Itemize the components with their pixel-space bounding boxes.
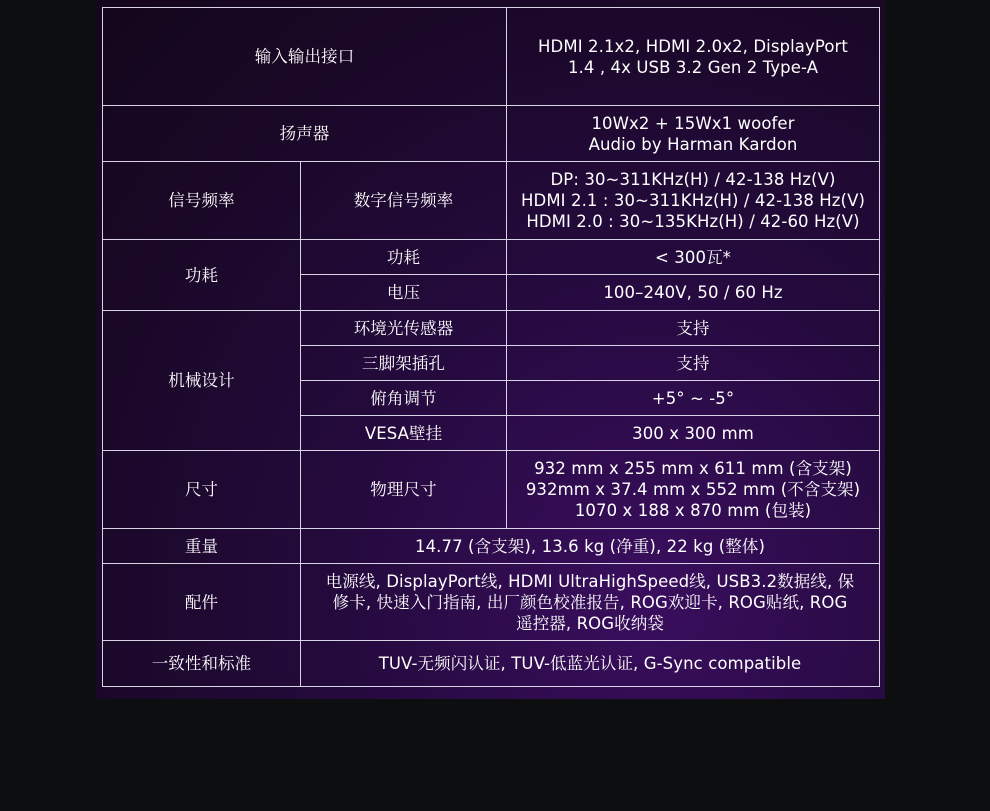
- spec-value-tripod: 支持: [507, 346, 880, 381]
- table-row-io: [103, 8, 880, 106]
- spec-sublabel-vesa: VESA壁挂: [301, 416, 507, 451]
- spec-label-power: 功耗: [103, 240, 301, 311]
- spec-sublabel-ambient-sensor: 环境光传感器: [301, 311, 507, 346]
- table-row-size: [103, 451, 880, 529]
- table-row-ambient-sensor: [103, 311, 880, 346]
- spec-label-mech: 机械设计: [103, 311, 301, 451]
- spec-sublabel-signal: 数字信号频率: [301, 162, 507, 240]
- spec-sublabel-tilt: 俯角调节: [301, 381, 507, 416]
- spec-value-standards: TUV-无频闪认证, TUV-低蓝光认证, G-Sync compatible: [301, 641, 880, 687]
- table-row-power-consumption: [103, 240, 880, 275]
- spec-value-signal: DP: 30~311KHz(H) / 42-138 Hz(V) HDMI 2.1 : 30~311KHz(H) / 42-138 Hz(V) HDMI 2.0 : 30~135KHz(H) / 42-60 Hz(V): [507, 162, 880, 240]
- spec-value-ambient-sensor: 支持: [507, 311, 880, 346]
- spec-label-io: 输入输出接口: [103, 8, 507, 106]
- spec-value-vesa: 300 x 300 mm: [507, 416, 880, 451]
- spec-value-io: HDMI 2.1x2, HDMI 2.0x2, DisplayPort 1.4 , 4x USB 3.2 Gen 2 Type-A: [507, 8, 880, 106]
- spec-label-speaker: 扬声器: [103, 106, 507, 162]
- spec-value-power-consumption: < 300瓦*: [507, 240, 880, 275]
- spec-sublabel-voltage: 电压: [301, 275, 507, 311]
- table-row-weight: [103, 529, 880, 564]
- table-row-speaker: [103, 106, 880, 162]
- spec-value-voltage: 100–240V, 50 / 60 Hz: [507, 275, 880, 311]
- spec-label-signal: 信号频率: [103, 162, 301, 240]
- spec-sublabel-tripod: 三脚架插孔: [301, 346, 507, 381]
- spec-value-speaker: 10Wx2 + 15Wx1 woofer Audio by Harman Kardon: [507, 106, 880, 162]
- spec-label-weight: 重量: [103, 529, 301, 564]
- spec-value-weight: 14.77 (含支架), 13.6 kg (净重), 22 kg (整体): [301, 529, 880, 564]
- spec-value-tilt: +5° ~ -5°: [507, 381, 880, 416]
- table-row-standards: [103, 641, 880, 687]
- spec-sublabel-size: 物理尺寸: [301, 451, 507, 529]
- spec-label-standards: 一致性和标准: [103, 641, 301, 687]
- spec-label-size: 尺寸: [103, 451, 301, 529]
- table-row-accessories: [103, 564, 880, 641]
- spec-sublabel-power-consumption: 功耗: [301, 240, 507, 275]
- spec-table: [102, 7, 880, 687]
- table-row-signal: [103, 162, 880, 240]
- spec-label-accessories: 配件: [103, 564, 301, 641]
- spec-value-size: 932 mm x 255 mm x 611 mm (含支架) 932mm x 37.4 mm x 552 mm (不含支架) 1070 x 188 x 870 mm (包装): [507, 451, 880, 529]
- spec-value-accessories: 电源线, DisplayPort线, HDMI UltraHighSpeed线, USB3.2数据线, 保 修卡, 快速入门指南, 出厂颜色校准报告, ROG欢迎卡, ROG贴纸, ROG 遥控器, ROG收纳袋: [301, 564, 880, 641]
